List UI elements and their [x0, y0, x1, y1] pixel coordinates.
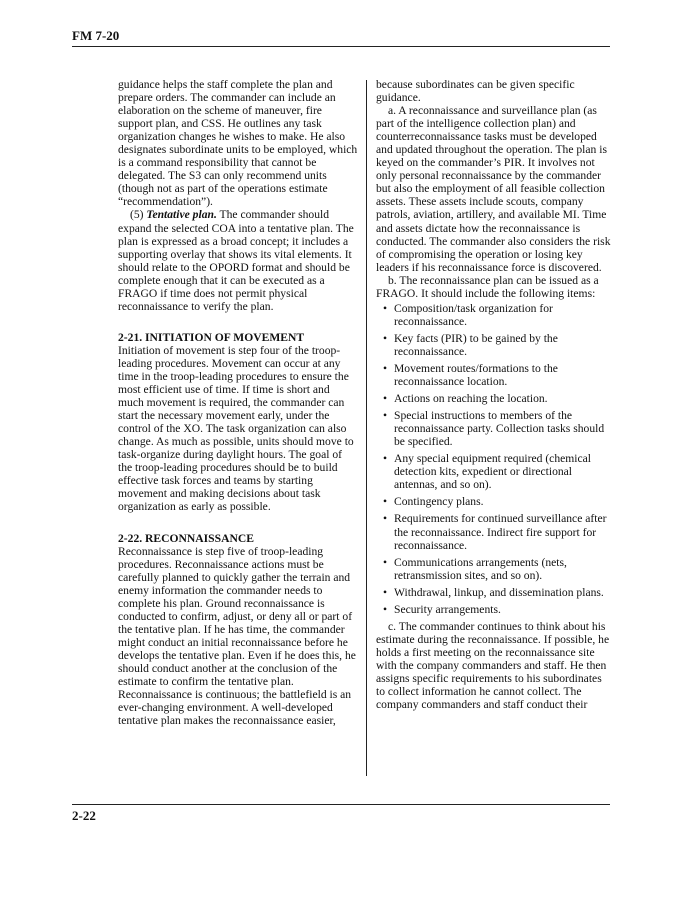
bullet-icon: •	[383, 602, 388, 616]
bullet-icon: •	[383, 495, 388, 509]
list-item	[383, 512, 612, 552]
bullet-icon: •	[383, 361, 388, 375]
bullet-icon: •	[383, 585, 388, 599]
paragraph-reconnaissance: Reconnaissance is step five of troop-leading procedures. Reconnaissance actions must be carefully planned to quickly gather the terrain and enemy information the commander needs to complete his plan. Ground reconnaissance is conducted to confirm, adjust, or deny all or part of the tentative plan. If he has time, the commander might conduct an initial reconnaissance before he develops the tentative plan. Even if he does this, he should conduct another at the conclusion of the estimate to confirm the tentative plan. Reconnaissance is continuous; the battlefield is an ever-changing environment. A well-developed tentative plan makes the reconnaissance easier,	[118, 544, 356, 728]
list-item-text: Requirements for continued surveillance after the reconnaissance. Indirect fire support for reconnaissance.	[394, 512, 607, 552]
list-item-text: Any special equipment required (chemical detection kits, expedient or directional antennas, and so on).	[394, 452, 592, 492]
paragraph-continued: because subordinates can be given specific guidance.	[376, 78, 575, 105]
bullet-icon: •	[383, 512, 388, 526]
list-item	[383, 331, 612, 358]
bullet-icon: •	[383, 301, 388, 315]
list-item	[383, 301, 612, 328]
list-item-text: Communications arrangements (nets, retransmission sites, and so on).	[394, 555, 567, 582]
paragraph-initiation: Initiation of movement is step four of the troop-leading procedures. Movement can occur at any time in the troop-leading procedures to ensure the most efficient use of time. If time is short and much movement is required, the commander can start the necessary movement early, under the control of the XO. The task organization can also change. As much as possible, units should move to task-organize during daylight hours. The goal of the troop-leading procedures should be to build effective task forces and teams by starting movement and making decisions about task organization as early as possible.	[118, 343, 354, 514]
bullet-icon: •	[383, 409, 388, 423]
bullet-icon: •	[383, 392, 388, 406]
list-item	[383, 452, 612, 492]
list-item	[383, 392, 612, 406]
column-divider	[366, 80, 367, 776]
paragraph-tentative-plan	[118, 208, 358, 312]
footer-rule	[72, 804, 610, 805]
list-item	[383, 602, 612, 616]
list-item-text: Withdrawal, linkup, and dissemination plans.	[394, 585, 604, 599]
list-item-text: Composition/task organization for reconnaissance.	[394, 301, 553, 328]
section-heading-reconnaissance: 2-22. RECONNAISSANCE	[118, 531, 254, 545]
list-item	[383, 409, 612, 449]
left-column	[118, 78, 358, 727]
right-column	[376, 78, 612, 711]
section-heading-initiation: 2-21. INITIATION OF MOVEMENT	[118, 330, 305, 344]
running-header: FM 7-20	[72, 28, 120, 43]
list-item	[383, 585, 612, 599]
list-item	[383, 495, 612, 509]
paragraph-number: (5)	[130, 208, 147, 222]
list-item-text: Contingency plans.	[394, 495, 484, 509]
paragraph-b: b. The reconnaissance plan can be issued as a FRAGO. It should include the following items:	[376, 273, 599, 300]
paragraph-a: a. A reconnaissance and surveillance plan (as part of the intelligence collection plan) and counterreconnaissance tasks must be developed and updated throughout the operation. The plan is keyed on the commander’s PIR. It involves not only personal reconnaissance by the commander but also the employment of all feasible collection assets. These assets include scouts, company patrols, aviation, artillery, and available MI. Time and assets dictate how the reconnaissance is conducted. The commander also considers the risk of compromising the operation or losing key leaders if his reconnaissance force is discovered.	[376, 104, 611, 274]
list-item	[383, 361, 612, 389]
list-item-text: Key facts (PIR) to be gained by the reconnaissance.	[394, 331, 558, 358]
header-rule	[72, 46, 610, 47]
list-item-text: Movement routes/formations to the reconnaissance location.	[394, 361, 558, 389]
list-item-text: Actions on reaching the location.	[394, 392, 548, 406]
list-item-text: Security arrangements.	[394, 602, 501, 616]
page-number: 2-22	[72, 808, 96, 823]
bullet-icon: •	[383, 452, 388, 466]
list-item	[383, 555, 612, 582]
bullet-icon: •	[383, 331, 388, 345]
reconnaissance-plan-items	[376, 302, 612, 616]
paragraph-text: The commander should expand the selected COA into a tentative plan. The plan is expressed as a broad concept; it includes a supporting overlay that shows its vital elements. It should relate to the OPORD format and should be complete enough that it can be executed as a FRAGO if time does not permit physical reconnaissance to verify the plan.	[118, 208, 354, 313]
list-item-text: Special instructions to members of the reconnaissance party. Collection tasks should be specified.	[394, 409, 605, 449]
paragraph-c: c. The commander continues to think about his estimate during the reconnaissance. If possible, he holds a first meeting on the reconnaissance site with the company commanders and staff. He then assigns specific requirements to his subordinates to collect information he cannot collect. The company commanders and staff conduct their	[376, 619, 610, 712]
paragraph-title: Tentative plan.	[146, 208, 217, 222]
bullet-icon: •	[383, 555, 388, 569]
paragraph-guidance: guidance helps the staff complete the plan and prepare orders. The commander can include an elaboration on the scheme of maneuver, fire support plan, and CSS. He outlines any task organization changes he wishes to make. He also designates subordinate units to be employed, which is a command responsibility that cannot be delegated. The S3 can only recommend units (though not as part of the operations estimate “recommendation”).	[118, 78, 358, 209]
